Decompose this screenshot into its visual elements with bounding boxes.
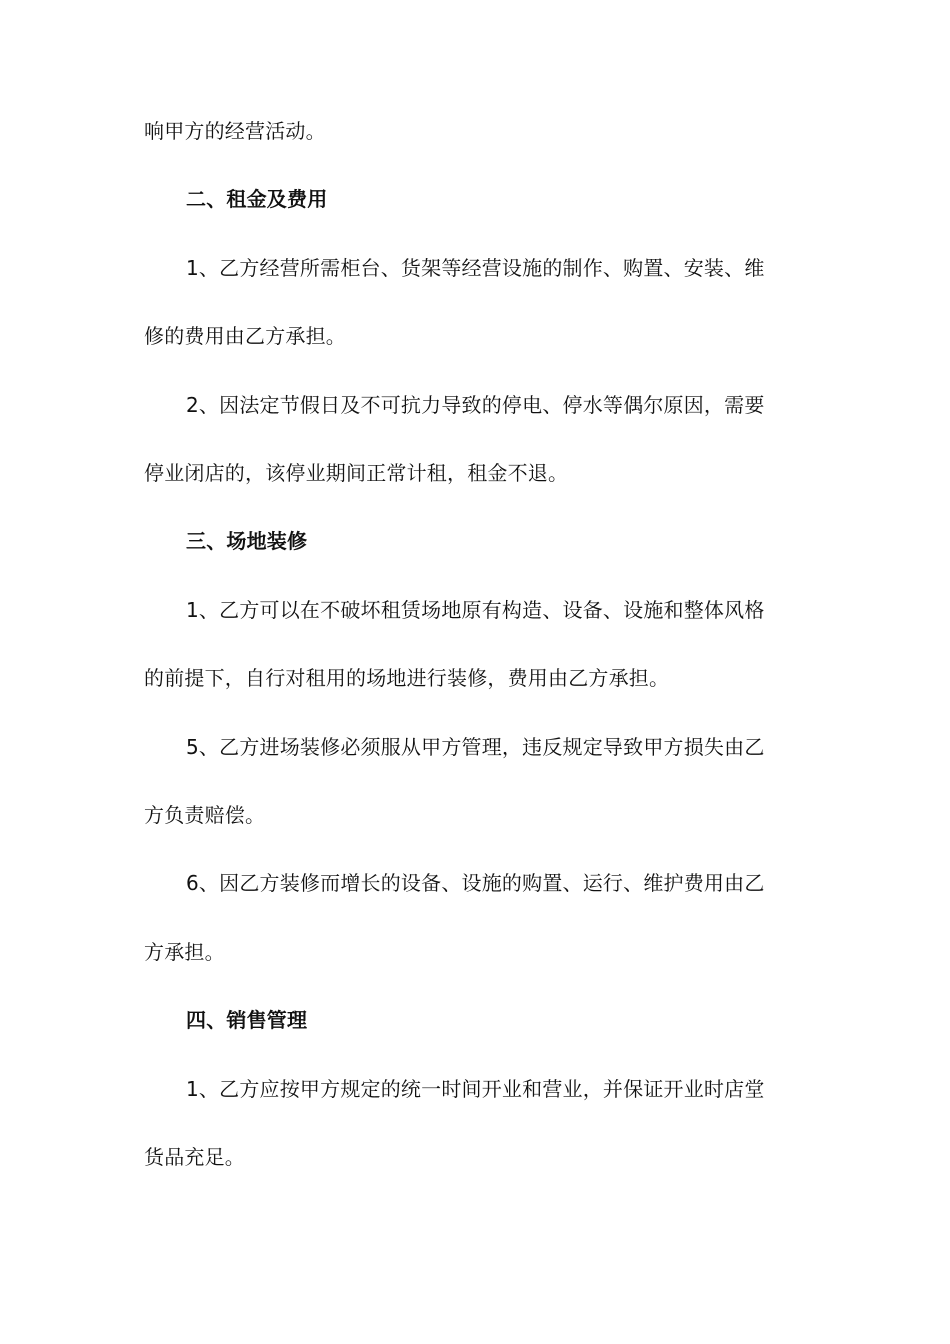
section-heading-renovation: 三、场地装修 bbox=[186, 529, 308, 553]
clause-4-1-line-2: 货品充足。 bbox=[144, 1145, 245, 1169]
clause-4-1-line-1: 1、乙方应按甲方规定的统一时间开业和营业，并保证开业时店堂 bbox=[186, 1077, 765, 1101]
clause-2-1-line-1: 1、乙方经营所需柜台、货架等经营设施的制作、购置、安装、维 bbox=[186, 256, 765, 280]
clause-3-5-line-1: 5、乙方进场装修必须服从甲方管理，违反规定导致甲方损失由乙 bbox=[186, 735, 765, 759]
clause-2-1-line-2: 修的费用由乙方承担。 bbox=[144, 324, 346, 348]
clause-3-5-line-2: 方负责赔偿。 bbox=[144, 803, 266, 827]
section-heading-sales-management: 四、销售管理 bbox=[186, 1008, 308, 1032]
clause-2-2-line-1: 2、因法定节假日及不可抗力导致的停电、停水等偶尔原因，需要 bbox=[186, 393, 765, 417]
clause-3-1-line-2: 的前提下，自行对租用的场地进行装修，费用由乙方承担。 bbox=[144, 666, 670, 690]
clause-3-6-line-2: 方承担。 bbox=[144, 940, 225, 964]
clause-3-1-line-1: 1、乙方可以在不破坏租赁场地原有构造、设备、设施和整体风格 bbox=[186, 598, 765, 622]
paragraph-continuation: 响甲方的经营活动。 bbox=[144, 119, 326, 143]
clause-2-2-line-2: 停业闭店的，该停业期间正常计租，租金不退。 bbox=[144, 461, 569, 485]
clause-3-6-line-1: 6、因乙方装修而增长的设备、设施的购置、运行、维护费用由乙 bbox=[186, 871, 765, 895]
section-heading-rent-fees: 二、租金及费用 bbox=[186, 187, 328, 211]
